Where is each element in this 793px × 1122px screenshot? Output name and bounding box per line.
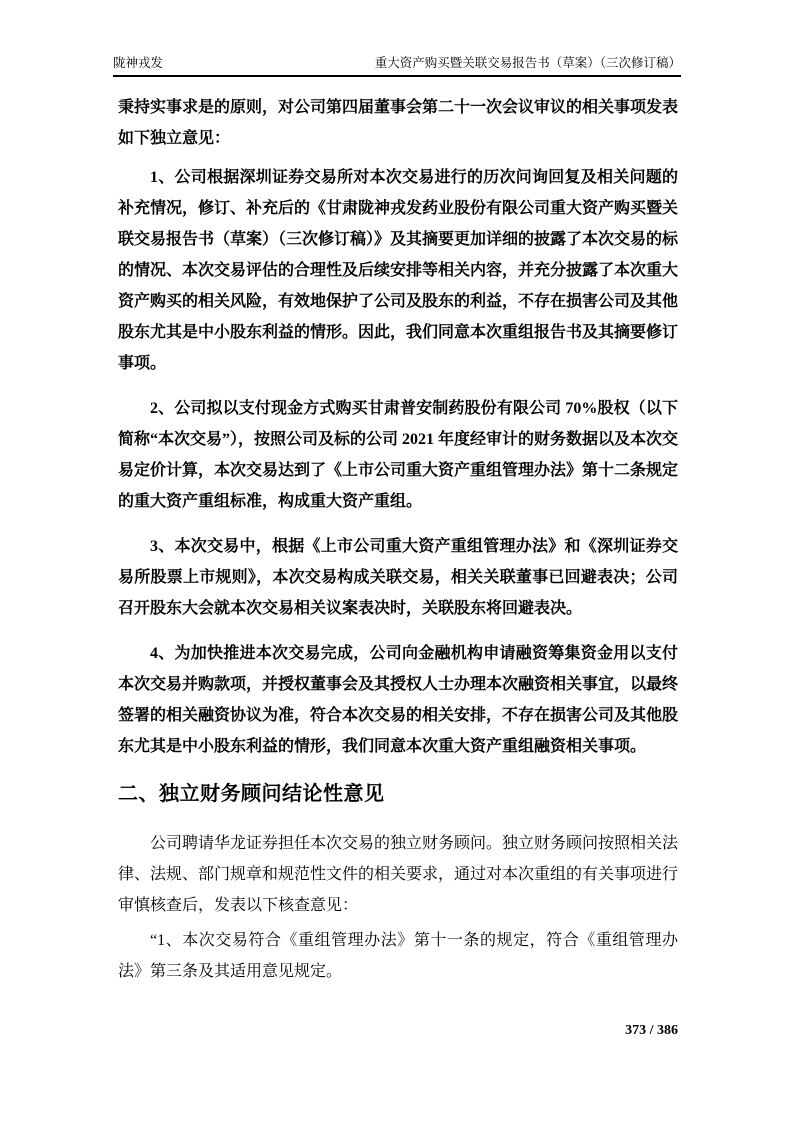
header-report-title: 重大资产购买暨关联交易报告书（草案）（三次修订稿） xyxy=(374,56,681,70)
page-header xyxy=(113,56,681,77)
opinion-intro-paragraph: 秉持实事求是的原则，对公司第四届董事会第二十一次会议审议的相关事项发表如下独立意见： xyxy=(118,99,679,147)
page-footer xyxy=(118,1022,678,1040)
section-heading-advisor-conclusion: 二、独立财务顾问结论性意见 xyxy=(118,783,385,805)
opinion-item-2: 2、公司拟以支付现金方式购买甘肃普安制药股份有限公司 70%股权（以下简称“本次交易”），按照公司及标的公司 2021 年度经审计的财务数据以及本次交易定价计算，本次交易达到了《上市公司重大资产重组管理办法》第十二条规定的重大资产重组标准，构成重大资产重组。 xyxy=(118,400,679,510)
opinion-item-3: 3、本次交易中，根据《上市公司重大资产重组管理办法》和《深圳证券交易所股票上市规则》，本次交易构成关联交易，相关关联董事已回避表决；公司召开股东大会就本次交易相关议案表决时，关联股东将回避表决。 xyxy=(118,538,678,617)
page-number: 373 / 386 xyxy=(625,1023,678,1038)
advisor-paragraph-2: “1、本次交易符合《重组管理办法》第十一条的规定，符合《重组管理办法》第三条及其适用意见规定。 xyxy=(118,932,678,980)
opinion-item-4: 4、为加快推进本次交易完成，公司向金融机构申请融资筹集资金用以支付本次交易并购款项，并授权董事会及其授权人士办理本次融资相关事宜，以最终签署的相关融资协议为准，符合本次交易的相关安排，不存在损害公司及其他股东尤其是中小股东利益的情形，我们同意本次重大资产重组融资相关事项。 xyxy=(118,645,679,755)
header-company-name: 陇神戎发 xyxy=(113,56,164,70)
advisor-paragraph-1: 公司聘请华龙证券担任本次交易的独立财务顾问。独立财务顾问按照相关法律、法规、部门规章和规范性文件的相关要求，通过对本次重组的有关事项进行审慎核查后，发表以下核查意见： xyxy=(118,835,679,914)
page-body xyxy=(118,92,678,987)
opinion-item-1: 1、公司根据深圳证券交易所对本次交易进行的历次问询回复及相关问题的补充情况，修订、补充后的《甘肃陇神戎发药业股份有限公司重大资产购买暨关联交易报告书（草案）（三次修订稿）》及其摘要更加详细的披露了本次交易的标的情况、本次交易评估的合理性及后续安排等相关内容，并充分披露了本次重大资产购买的相关风险，有效地保护了公司及股东的利益，不存在损害公司及其他股东尤其是中小股东利益的情形。因此，我们同意本次重组报告书及其摘要修订事项。 xyxy=(118,169,679,372)
